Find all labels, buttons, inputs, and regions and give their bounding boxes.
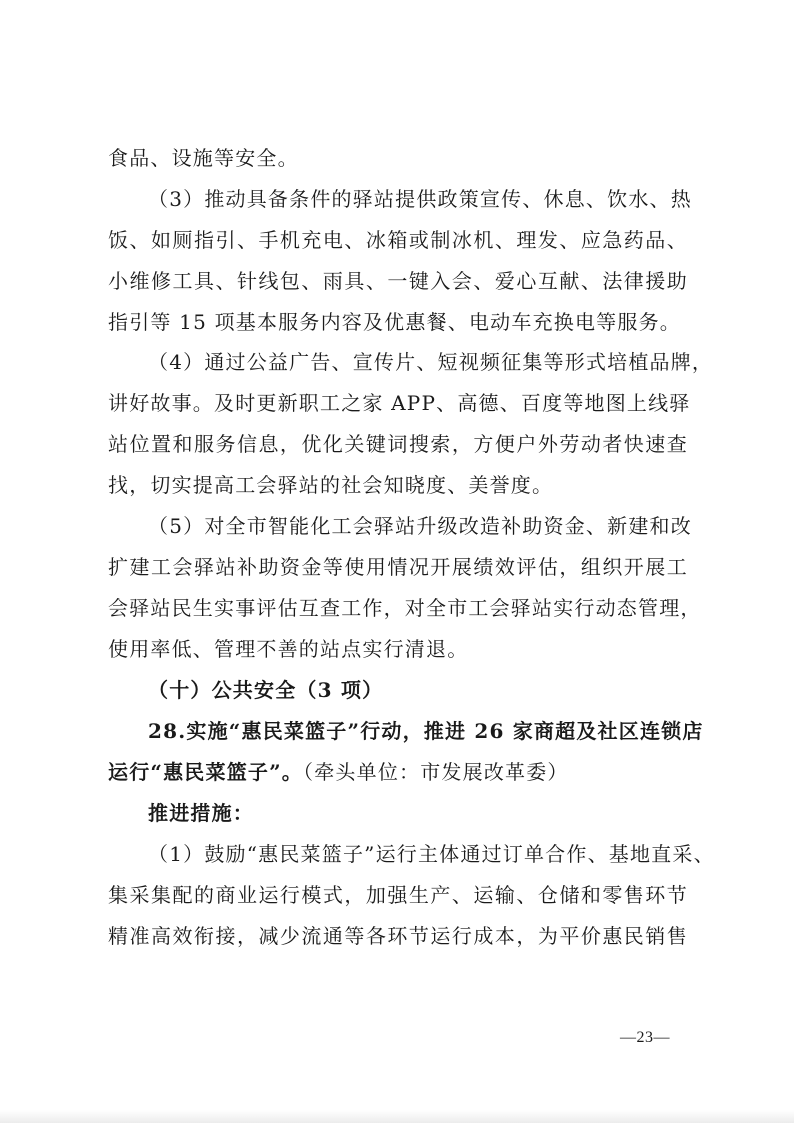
lead-unit: （牵头单位：市发展改革委） [303, 760, 569, 784]
paragraph-line: （3）推动具备条件的驿站提供政策宣传、休息、饮水、热 [148, 187, 692, 211]
paragraph-line: 饭、如厕指引、手机充电、冰箱或制冰机、理发、应急药品、 [108, 228, 688, 252]
measures-heading: 推进措施： [148, 801, 254, 825]
item-title-end: 运行“惠民菜篮子”。 [108, 760, 304, 784]
paragraph-line: 指引等 15 项基本服务内容及优惠餐、电动车充换电等服务。 [108, 310, 681, 334]
paragraph-line: （4）通过公益广告、宣传片、短视频征集等形式培植品牌， [148, 350, 714, 374]
paragraph-line: 扩建工会驿站补助资金等使用情况开展绩效评估，组织开展工 [108, 555, 688, 579]
item-title: 28.实施“惠民菜篮子”行动，推进 26 家商超及社区连锁店 [148, 719, 704, 743]
paragraph-line: 站位置和服务信息，优化关键词搜索，方便户外劳动者快速查 [108, 432, 688, 456]
scan-edge [0, 1110, 794, 1123]
paragraph-line: 使用率低、管理不善的站点实行清退。 [108, 637, 469, 661]
paragraph-line: 小维修工具、针线包、雨具、一键入会、爱心互献、法律援助 [108, 269, 688, 293]
paragraph-line: 找，切实提高工会驿站的社会知晓度、美誉度。 [108, 473, 554, 497]
paragraph-line: 会驿站民生实事评估互查工作，对全市工会驿站实行动态管理， [108, 596, 702, 620]
paragraph-line: 集采集配的商业运行模式，加强生产、运输、仓储和零售环节 [108, 883, 688, 907]
paragraph-line: 讲好故事。及时更新职工之家 APP、高德、百度等地图上线驿 [108, 391, 691, 415]
paragraph-line: （1）鼓励“惠民菜篮子”运行主体通过订单合作、基地直采、 [148, 842, 715, 866]
paragraph-line: 食品、设施等安全。 [108, 146, 299, 170]
paragraph-line: （5）对全市智能化工会驿站升级改造补助资金、新建和改 [148, 514, 692, 538]
item-title-continued [108, 759, 688, 785]
paragraph-line: 精准高效衔接，减少流通等各环节运行成本，为平价惠民销售 [108, 924, 688, 948]
section-heading: （十）公共安全（3 项） [148, 678, 384, 702]
page-number: —23— [620, 1029, 670, 1046]
